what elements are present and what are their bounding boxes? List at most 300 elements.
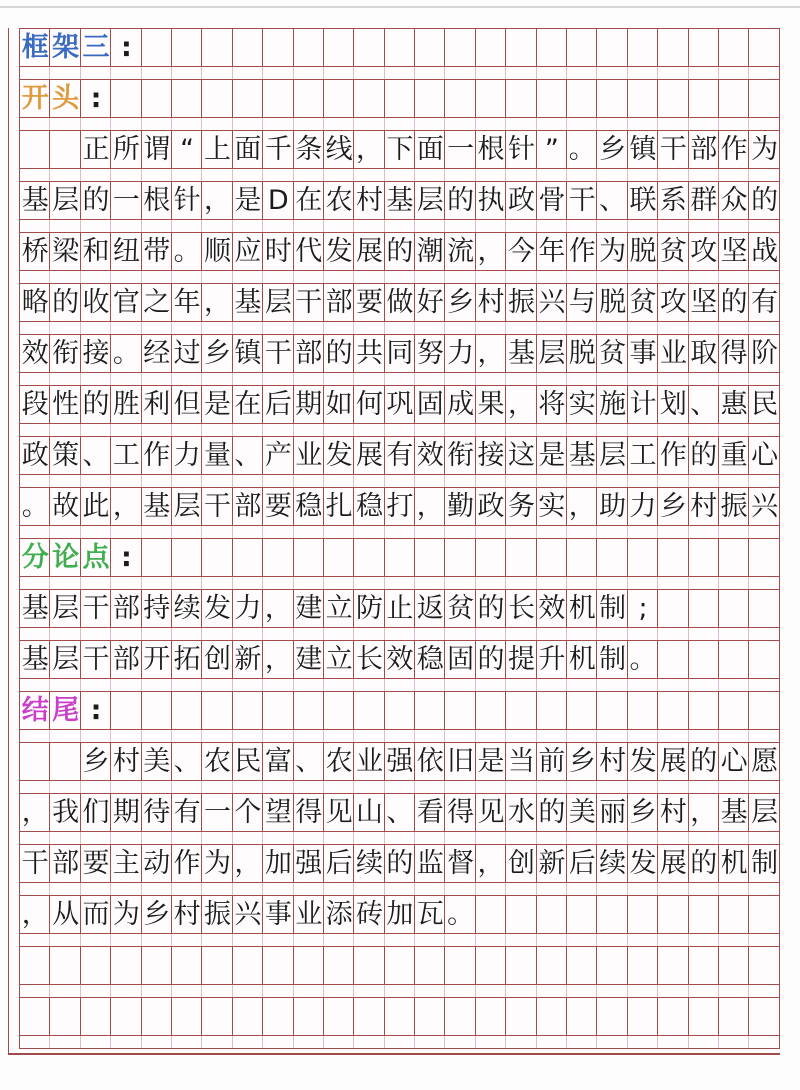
handwritten-char: 这 — [507, 440, 535, 471]
spacer-cell — [294, 220, 324, 232]
spacer-cell — [597, 118, 627, 130]
spacer-cell — [567, 118, 597, 130]
handwritten-char: 加 — [386, 899, 414, 930]
spacer-cell — [294, 1036, 324, 1048]
spacer-cell — [111, 220, 141, 232]
spacer-cell — [354, 424, 384, 436]
grid-cell — [233, 743, 263, 780]
handwritten-char: 发 — [629, 848, 657, 879]
handwritten-char: 期 — [295, 389, 323, 420]
spacer-cell — [142, 169, 172, 181]
spacer-cell — [597, 832, 627, 844]
handwritten-char: 面 — [416, 134, 444, 165]
spacer-cell — [749, 679, 779, 691]
grid-cell — [476, 386, 506, 423]
spacer-cell — [689, 475, 719, 487]
grid-cell — [172, 29, 202, 66]
grid-cell — [567, 284, 597, 321]
grid-cell — [172, 743, 202, 780]
section-header-framework — [19, 28, 780, 66]
grid-cell — [567, 590, 597, 627]
spacer-cell — [445, 475, 475, 487]
grid-cell — [689, 641, 719, 678]
spacer-cell — [567, 628, 597, 640]
spacer-cell — [749, 67, 779, 79]
grid-cell — [415, 488, 445, 525]
spacer-cell — [172, 169, 202, 181]
handwritten-char: 基 — [21, 644, 49, 675]
spacer-cell — [202, 424, 232, 436]
spacer-cell — [658, 118, 688, 130]
handwritten-char: 贫 — [629, 287, 657, 318]
grid-cell — [294, 284, 324, 321]
grid-cell — [142, 80, 172, 117]
handwritten-char: 添 — [325, 899, 353, 930]
spacer-cell — [81, 322, 111, 334]
handwritten-char: 村 — [477, 287, 505, 318]
handwritten-char: 、 — [295, 746, 323, 777]
grid-cell — [537, 947, 567, 984]
handwritten-char: 效 — [21, 338, 49, 369]
handwritten-char: 有 — [386, 440, 414, 471]
grid-cell — [506, 590, 536, 627]
handwritten-char: 成 — [447, 389, 475, 420]
spacer-cell — [354, 169, 384, 181]
spacer-cell — [324, 67, 354, 79]
grid-cell — [202, 437, 232, 474]
spacer-cell — [81, 679, 111, 691]
spacer-cell — [354, 271, 384, 283]
spacer-cell — [20, 424, 50, 436]
handwritten-char: 群 — [690, 185, 718, 216]
grid-cell — [81, 233, 111, 270]
handwritten-char: 线 — [325, 134, 353, 165]
grid-cell — [385, 794, 415, 831]
handwritten-char: 和 — [82, 236, 110, 267]
grid-cell — [689, 80, 719, 117]
handwritten-char: 根 — [143, 185, 171, 216]
handwritten-char: 乡 — [204, 338, 232, 369]
handwritten-char: 续 — [173, 593, 201, 624]
grid-cell — [567, 845, 597, 882]
handwritten-char: 基 — [507, 338, 535, 369]
handwritten-char: 村 — [112, 746, 140, 777]
spacer-cell — [385, 781, 415, 793]
grid-cell — [658, 743, 688, 780]
grid-cell — [506, 335, 536, 372]
spacer-cell — [233, 781, 263, 793]
row-spacer — [19, 219, 780, 232]
spacer-cell — [50, 118, 80, 130]
spacer-cell — [50, 730, 80, 742]
handwritten-char: 是 — [477, 746, 505, 777]
handwritten-char: 干 — [659, 134, 687, 165]
spacer-cell — [81, 424, 111, 436]
handwritten-char: ” — [544, 134, 559, 165]
spacer-cell — [749, 322, 779, 334]
grid-cell — [111, 284, 141, 321]
grid-cell — [20, 845, 50, 882]
grid-cell — [506, 437, 536, 474]
spacer-cell — [20, 883, 50, 895]
spacer-cell — [476, 730, 506, 742]
spacer-cell — [628, 577, 658, 589]
spacer-cell — [749, 424, 779, 436]
spacer-cell — [719, 526, 749, 538]
handwritten-char: 实 — [538, 491, 566, 522]
grid-cell — [233, 386, 263, 423]
spacer-cell — [597, 322, 627, 334]
spacer-cell — [294, 526, 324, 538]
spacer-cell — [233, 118, 263, 130]
spacer-cell — [628, 985, 658, 997]
handwritten-char: 乡 — [568, 746, 596, 777]
spacer-cell — [445, 781, 475, 793]
spacer-cell — [50, 67, 80, 79]
grid-cell — [385, 743, 415, 780]
spacer-cell — [628, 475, 658, 487]
spacer-cell — [50, 934, 80, 946]
handwritten-char: 防 — [355, 593, 383, 624]
grid-cell — [749, 896, 779, 933]
grid-cell — [50, 794, 80, 831]
handwritten-char: 。 — [112, 338, 140, 369]
grid-cell — [628, 641, 658, 678]
grid-cell — [354, 386, 384, 423]
spacer-cell — [294, 271, 324, 283]
grid-cell — [202, 743, 232, 780]
spacer-cell — [689, 679, 719, 691]
spacer-cell — [476, 526, 506, 538]
spacer-cell — [233, 832, 263, 844]
row-spacer — [19, 117, 780, 130]
grid-cell — [142, 488, 172, 525]
grid-cell — [142, 896, 172, 933]
grid-cell — [628, 284, 658, 321]
handwritten-char: 乡 — [659, 491, 687, 522]
grid-cell — [294, 794, 324, 831]
spacer-cell — [111, 67, 141, 79]
grid-cell — [567, 182, 597, 219]
grid-cell — [597, 641, 627, 678]
handwritten-char: 固 — [416, 389, 444, 420]
grid-cell — [263, 692, 293, 729]
spacer-cell — [202, 832, 232, 844]
spacer-cell — [142, 67, 172, 79]
spacer-cell — [172, 526, 202, 538]
spacer-cell — [20, 628, 50, 640]
handwritten-char: 重 — [720, 440, 748, 471]
grid-cell — [142, 794, 172, 831]
spacer-cell — [689, 118, 719, 130]
spacer-cell — [354, 526, 384, 538]
spacer-cell — [415, 781, 445, 793]
grid-cell — [324, 233, 354, 270]
grid-cell — [263, 947, 293, 984]
grid-cell — [537, 80, 567, 117]
grid-cell — [263, 80, 293, 117]
grid-cell — [385, 284, 415, 321]
row-spacer — [19, 678, 780, 691]
handwritten-char: 与 — [568, 287, 596, 318]
grid-cell — [233, 437, 263, 474]
spacer-cell — [749, 373, 779, 385]
handwritten-char: 创 — [507, 848, 535, 879]
handwritten-char: 共 — [355, 338, 383, 369]
spacer-cell — [20, 475, 50, 487]
spacer-cell — [628, 832, 658, 844]
handwritten-char: 勤 — [447, 491, 475, 522]
spacer-cell — [719, 679, 749, 691]
handwritten-char: 为 — [112, 899, 140, 930]
grid-cell — [263, 284, 293, 321]
handwritten-char: 纽 — [112, 236, 140, 267]
spacer-cell — [324, 526, 354, 538]
text-line — [19, 283, 780, 321]
handwritten-char: 、 — [599, 185, 627, 216]
handwritten-char: 干 — [21, 848, 49, 879]
spacer-cell — [628, 934, 658, 946]
grid-cell — [233, 284, 263, 321]
spacer-cell — [263, 526, 293, 538]
spacer-cell — [233, 271, 263, 283]
row-spacer — [19, 933, 780, 946]
spacer-cell — [506, 169, 536, 181]
grid-cell — [354, 437, 384, 474]
handwritten-char: 美 — [143, 746, 171, 777]
grid-cell — [445, 641, 475, 678]
handwritten-char: 振 — [720, 491, 748, 522]
handwritten-char: 拓 — [173, 644, 201, 675]
handwritten-char: 见 — [477, 797, 505, 828]
spacer-cell — [506, 628, 536, 640]
spacer-cell — [50, 577, 80, 589]
grid-cell — [263, 896, 293, 933]
grid-cell — [111, 131, 141, 168]
handwritten-char: 山 — [355, 797, 383, 828]
spacer-cell — [537, 373, 567, 385]
grid-cell — [354, 131, 384, 168]
handwritten-char: ， — [477, 338, 505, 369]
row-spacer — [19, 780, 780, 793]
spacer-cell — [202, 1036, 232, 1048]
spacer-cell — [658, 220, 688, 232]
spacer-cell — [689, 883, 719, 895]
handwritten-char: 贫 — [599, 338, 627, 369]
handwritten-char: 乡 — [599, 134, 627, 165]
handwritten-char: 划 — [659, 389, 687, 420]
handwritten-char: 富 — [264, 746, 292, 777]
spacer-cell — [415, 883, 445, 895]
grid-cell — [719, 743, 749, 780]
grid-cell — [81, 386, 111, 423]
grid-cell — [50, 29, 80, 66]
spacer-cell — [294, 373, 324, 385]
spacer-cell — [142, 934, 172, 946]
spacer-cell — [81, 67, 111, 79]
grid-cell — [719, 641, 749, 678]
handwritten-char: 脱 — [568, 338, 596, 369]
grid-cell — [628, 743, 658, 780]
grid-cell — [749, 641, 779, 678]
spacer-cell — [50, 526, 80, 538]
spacer-cell — [111, 424, 141, 436]
grid-cell — [719, 233, 749, 270]
spacer-cell — [294, 679, 324, 691]
grid-cell — [537, 641, 567, 678]
text-line — [19, 232, 780, 270]
grid-cell — [324, 692, 354, 729]
spacer-cell — [142, 781, 172, 793]
grid-cell — [445, 386, 475, 423]
grid-cell — [50, 80, 80, 117]
handwritten-char: 、 — [173, 746, 201, 777]
spacer-cell — [324, 781, 354, 793]
handwritten-char: 正 — [82, 134, 110, 165]
handwritten-char: 的 — [52, 287, 80, 318]
handwritten-char: 前 — [538, 746, 566, 777]
grid-cell — [749, 437, 779, 474]
spacer-cell — [233, 169, 263, 181]
handwritten-char: 乡 — [143, 899, 171, 930]
handwritten-char: 期 — [112, 797, 140, 828]
spacer-cell — [506, 67, 536, 79]
handwritten-char: ， — [234, 848, 262, 879]
grid-cell — [233, 80, 263, 117]
sheet-outer-left-border — [8, 28, 9, 1053]
grid-cell — [597, 590, 627, 627]
spacer-cell — [172, 322, 202, 334]
grid-cell — [719, 794, 749, 831]
spacer-cell — [537, 781, 567, 793]
handwritten-char: ， — [21, 797, 49, 828]
handwritten-char: 代 — [295, 236, 323, 267]
grid-cell — [445, 233, 475, 270]
handwritten-char: 部 — [112, 593, 140, 624]
handwritten-char: 如 — [325, 389, 353, 420]
handwritten-char: 上 — [204, 134, 232, 165]
grid-cell — [50, 896, 80, 933]
handwritten-char: 产 — [264, 440, 292, 471]
grid-cell — [385, 131, 415, 168]
spacer-cell — [749, 883, 779, 895]
spacer-cell — [415, 271, 445, 283]
spacer-cell — [263, 1036, 293, 1048]
grid-cell — [172, 539, 202, 576]
grid-cell — [142, 998, 172, 1035]
handwritten-char: 助 — [599, 491, 627, 522]
spacer-cell — [597, 577, 627, 589]
text-line — [19, 181, 780, 219]
grid-cell — [476, 233, 506, 270]
grid-cell — [537, 29, 567, 66]
spacer-cell — [658, 985, 688, 997]
grid-cell — [689, 998, 719, 1035]
spacer-cell — [202, 679, 232, 691]
spacer-cell — [354, 832, 384, 844]
grid-cell — [597, 80, 627, 117]
spacer-cell — [597, 781, 627, 793]
grid-cell — [324, 80, 354, 117]
handwritten-char: ， — [477, 236, 505, 267]
spacer-cell — [50, 883, 80, 895]
grid-cell — [749, 182, 779, 219]
grid-cell — [537, 896, 567, 933]
spacer-cell — [111, 730, 141, 742]
handwritten-char: 返 — [416, 593, 444, 624]
grid-cell — [20, 947, 50, 984]
writing-grid — [19, 28, 780, 1049]
spacer-cell — [263, 220, 293, 232]
handwritten-char: 兴 — [234, 899, 262, 930]
handwritten-char: 层 — [52, 593, 80, 624]
handwritten-char: 经 — [143, 338, 171, 369]
grid-cell — [81, 998, 111, 1035]
spacer-cell — [354, 883, 384, 895]
spacer-cell — [749, 730, 779, 742]
spacer-cell — [506, 475, 536, 487]
handwritten-char: ; — [638, 593, 648, 624]
grid-cell — [689, 539, 719, 576]
grid-cell — [506, 947, 536, 984]
grid-cell — [202, 131, 232, 168]
handwritten-char: 政 — [21, 440, 49, 471]
grid-cell — [142, 692, 172, 729]
spacer-cell — [233, 424, 263, 436]
spacer-cell — [172, 475, 202, 487]
row-spacer — [19, 321, 780, 334]
spacer-cell — [111, 373, 141, 385]
handwritten-char: 动 — [143, 848, 171, 879]
handwritten-char: 量 — [204, 440, 232, 471]
spacer-cell — [172, 985, 202, 997]
grid-cell — [294, 947, 324, 984]
spacer-cell — [537, 934, 567, 946]
empty-line — [19, 997, 780, 1035]
handwritten-char: 带 — [143, 236, 171, 267]
grid-cell — [567, 539, 597, 576]
grid-cell — [233, 947, 263, 984]
spacer-cell — [597, 526, 627, 538]
grid-cell — [658, 590, 688, 627]
handwritten-char: 在 — [234, 389, 262, 420]
spacer-cell — [81, 832, 111, 844]
grid-cell — [415, 947, 445, 984]
grid-cell — [50, 998, 80, 1035]
spacer-cell — [111, 883, 141, 895]
grid-cell — [476, 131, 506, 168]
grid-cell — [172, 641, 202, 678]
spacer-cell — [202, 934, 232, 946]
spacer-cell — [324, 628, 354, 640]
grid-cell — [567, 233, 597, 270]
spacer-cell — [597, 1036, 627, 1048]
handwritten-char: 。 — [629, 644, 657, 675]
spacer-cell — [142, 832, 172, 844]
grid-cell — [324, 488, 354, 525]
grid-cell — [142, 539, 172, 576]
grid-cell — [20, 743, 50, 780]
grid-cell — [415, 641, 445, 678]
spacer-cell — [142, 628, 172, 640]
handwritten-char: 系 — [659, 185, 687, 216]
grid-cell — [111, 998, 141, 1035]
grid-cell — [81, 284, 111, 321]
grid-cell — [233, 29, 263, 66]
grid-cell — [719, 590, 749, 627]
grid-cell — [20, 335, 50, 372]
spacer-cell — [263, 628, 293, 640]
